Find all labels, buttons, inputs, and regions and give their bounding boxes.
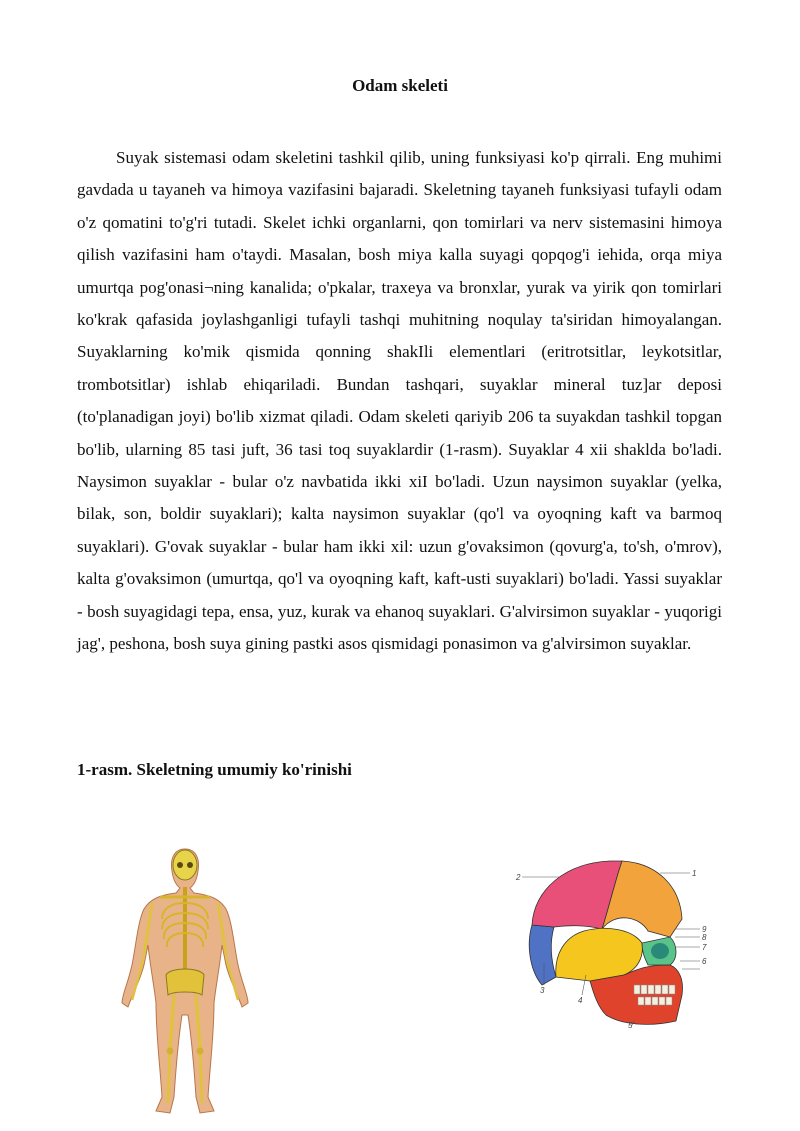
skull-label-5: 5 (628, 1021, 633, 1030)
skull-label-3: 3 (540, 986, 545, 995)
skeleton-illustration (110, 835, 260, 1120)
skull-label-8: 8 (702, 933, 707, 942)
skull-label-6: 6 (702, 957, 707, 966)
skull-label-4: 4 (578, 996, 583, 1005)
skull-label-9: 9 (702, 925, 707, 934)
skull-label-2: 2 (516, 873, 521, 882)
skull-diagram (515, 861, 707, 1030)
page-title: Odam skeleti (352, 76, 448, 95)
figure-caption: 1-rasm. Skeletning umumiy ko'rinishi (77, 760, 352, 779)
skull-label-1: 1 (692, 869, 697, 878)
body-paragraph: Suyak sistemasi odam skeletini tashkil qilib, uning funksiyasi ko'p qirrali. Eng muhimi gavdada u tayaneh va himoya vazifasini bajaradi. Skeletning tayaneh funksiyasi tufayli odam o'z qomatini to'g'ri tutadi. Skelet ichki organlarni, qon tomirlari va nerv sistemasini himoya qilish vazifasini ham o'taydi. Masalan, bosh miya kalla suyagi qopqog'i iehida, orqa miya umurtqa pog'onasi¬ning kanalida; o'pkalar, traxeya va bronxlar, yurak va yirik qon tomirlari ko'krak qafasida joylashganligi tufayli tashqi muhitning noqulay ta'siridan himoyalangan. Suyaklarning ko'mik qismida qonning shakIli elementlari (eritrotsitlar, leykotsitlar, trombotsitlar) ishlab ehiqariladi. Bundan tashqari, suyaklar mineral tuz]ar deposi (to'planadigan joyi) bo'lib xizmat qiladi. Odam skeleti qariyib 206 ta suyakdan tashkil topgan bo'lib, ularning 85 tasi juft, 36 tasi toq suyaklardir (1-rasm). Suyaklar 4 xii shaklda bo'ladi. Naysimon suyaklar - bular o'z navbatida ikki xiI bo'ladi. Uzun naysimon suyaklar (yelka, bilak, son, boldir suyaklari); kalta naysimon suyaklar (qo'l va oyoqning kaft va barmoq suyaklari). G'ovak suyaklar - bular ham ikki xil: uzun g'ovaksimon (qovurg'a, to'sh, o'mrov), kalta g'ovaksimon (umurtqa, qo'l va oyoqning kaft, kaft-usti suyaklari) bo'ladi. Yassi suyaklar - bosh suyagidagi tepa, ensa, yuz, kurak va ehanoq suyaklari. G'alvirsimon suyaklar - yuqorigi jag', peshona, bosh suya gining pastki asos qismidagi ponasimon va g'alvirsimon suyaklar. (77, 148, 722, 654)
skeleton-body (122, 849, 248, 1113)
skull-illustration (510, 845, 715, 1030)
skull-label-7: 7 (702, 943, 707, 952)
